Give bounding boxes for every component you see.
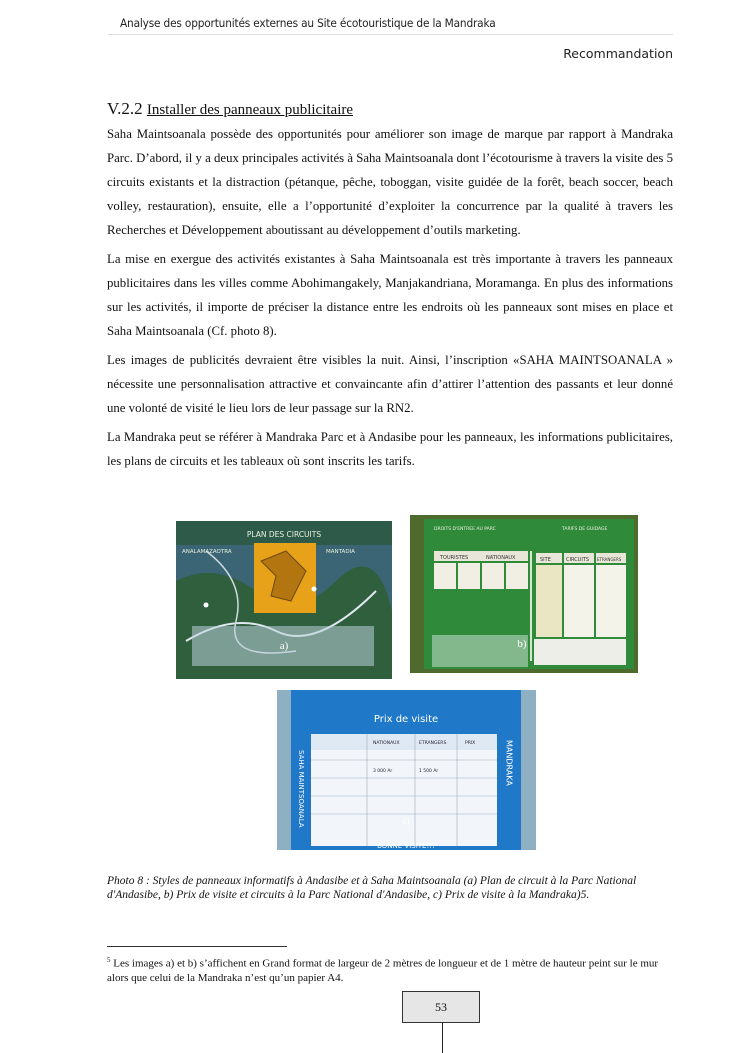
col-nationaux: NATIONAUX	[373, 741, 400, 746]
photo-caption	[107, 874, 652, 902]
paragraph: La Mandraka peut se référer à Mandraka Parc et à Andasibe pour les panneaux, les informations publicitaires, les plans de circuits et les tableaux où sont inscrits les tarifs.	[107, 430, 673, 468]
paragraph: Saha Maintsoanala possède des opportunités pour améliorer son image de marque par rapport à Mandraka Parc. D’abord, il y a deux principales activités à Saha Maintsoanala dont l’écotourisme à travers la visite des 5 circuits existants et la distraction (pétanque, pêche, toboggan, visite guidée de la forêt, beach soccer, beach volley, restauration), ensuite, elle a l’opportunité d’exploiter la concurrence par la qualité à travers les Recherches et Développement aboutissant au développement d’outils marketing.	[107, 127, 673, 237]
board-col-tourist: TOURISTES	[440, 555, 469, 561]
header-rule	[108, 34, 673, 35]
paragraph: Les images de publicités devraient être visibles la nuit. Ainsi, l’inscription «SAHA MAINTSOANALA » nécessite une personnalisation attractive et convaincante afin d’attirer l’attention des passants et leur donné une volonté de visité le lieu lors de leur passage sur la RN2.	[107, 353, 673, 415]
sign-side-right: MANDRAKA	[504, 740, 514, 786]
running-header-title: Analyse des opportunités externes au Site écotouristique de la Mandraka	[120, 16, 496, 30]
board-heading-right: TARIFS DE GUIDAGE	[562, 527, 608, 532]
footnote-marker: 5	[107, 956, 111, 964]
section-heading	[107, 99, 353, 119]
photo-a-label: a)	[279, 640, 289, 652]
photo-b-label: b)	[517, 638, 527, 650]
board-col-national: NATIONAUX	[486, 555, 516, 561]
photo-b-pricing-board	[410, 515, 638, 673]
col-prix: PRIX	[465, 741, 476, 746]
footnote-separator	[107, 946, 287, 947]
sign-side-left: SAHA MAINTSOANALA	[297, 750, 305, 828]
caption-footnote-ref: 5.	[580, 889, 590, 901]
caption-text: Photo 8 : Styles de panneaux informatifs à Andasibe et à Saha Maintsoanala (a) Plan de circuit à la Parc National d'Andasibe, b) Prix de visite et circuits à la Parc National d'Andasibe, c) Prix de visite à la Mandraka)	[107, 875, 637, 901]
price-row-2: 1 500 Ar	[419, 769, 439, 774]
body-text	[107, 122, 673, 478]
section-number: V.2.2	[107, 99, 143, 118]
map-place-right: MANTADIA	[326, 549, 355, 555]
col-etrangers: ETRANGERS	[419, 741, 447, 746]
footnote	[107, 953, 673, 985]
sign-footer: BONNE VISITE!!!	[377, 842, 435, 850]
footnote-text: Les images a) et b) s’affichent en Grand format de largeur de 2 mètres de longueur et de 1 mètre de hauteur peint sur le mur alors que celui de la Mandraka n’est qu’un papier A4.	[107, 957, 659, 984]
board-heading-left: DROITS D'ENTREE AU PARC	[434, 527, 496, 532]
page-number-line	[442, 1022, 443, 1053]
map-place-left: ANALAMAZAOTRA	[182, 549, 232, 555]
page-number: 53	[402, 991, 480, 1023]
circuit-map-image	[176, 521, 392, 679]
pricing-board-image	[410, 515, 638, 673]
section-title: Installer des panneaux publicitaire	[146, 102, 354, 118]
visit-prices-title: Prix de visite	[373, 714, 439, 725]
photo-a-circuit-map	[176, 521, 392, 679]
map-sign-title: PLAN DES CIRCUITS	[246, 530, 322, 539]
running-header-section: Recommandation	[563, 46, 673, 61]
photo-c-visit-prices	[277, 690, 536, 850]
board-col-circuits: CIRCUITS	[566, 557, 590, 563]
board-col-etrangers: ETRANGERS	[597, 557, 622, 562]
paragraph: La mise en exergue des activités existantes à Saha Maintsoanala est très importante à travers les panneaux publicitaires dans les villes comme Abohimangakely, Manjakandriana, Moramanga. En plus des informations sur les activités, il importe de préciser la distance entre les endroits où les panneaux sont mises en place et Saha Maintsoanala (Cf. photo 8).	[107, 252, 673, 338]
price-row-1: 3 000 Ar	[373, 769, 393, 774]
board-col-site: SITE	[540, 557, 551, 563]
photo-c-label: c)	[402, 816, 410, 826]
visit-prices-image	[277, 690, 536, 850]
